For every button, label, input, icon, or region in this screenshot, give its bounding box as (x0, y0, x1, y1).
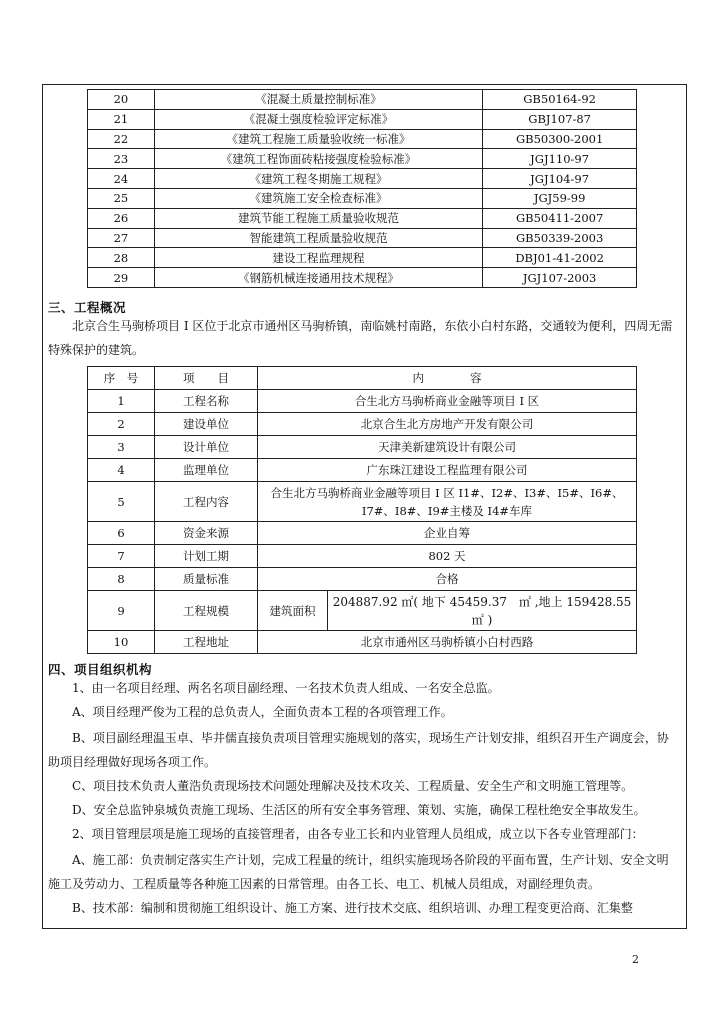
standard-code: GB50300-2001 (483, 129, 637, 149)
row-no: 3 (88, 436, 155, 459)
header-no: 序 号 (88, 367, 155, 390)
row-item: 计划工期 (155, 545, 258, 568)
row-content: 合生北方马驹桥商业金融等项目 I 区 (258, 390, 637, 413)
standard-name: 《混凝土强度检验评定标准》 (154, 109, 482, 129)
row-content: 广东珠江建设工程监理有限公司 (258, 459, 637, 482)
row-no: 2 (88, 413, 155, 436)
standard-name: 智能建筑工程质量验收规范 (154, 228, 482, 248)
standard-name: 《钢筋机械连接通用技术规程》 (154, 268, 482, 288)
table-row (88, 90, 637, 110)
standard-code: GB50339-2003 (483, 228, 637, 248)
table-row (88, 591, 637, 631)
row-content: 合生北方马驹桥商业金融等项目 I 区 I1#、I2#、I3#、I5#、I6#、I7#、I8#、I9#主楼及 I4#车库 (258, 482, 637, 522)
org-paragraph-5: D、安全总监钟泉城负责施工现场、生活区的所有安全事务管理、策划、实施，确保工程杜绝安全事故发生。 (72, 803, 646, 817)
table-row (88, 129, 637, 149)
standard-name: 《建筑工程冬期施工规程》 (154, 169, 482, 189)
section3-intro: 北京合生马驹桥项目 I 区位于北京市通州区马驹桥镇，南临姚村南路，东依小白村东路，交通较为便利，四周无需特殊保护的建筑。 (48, 319, 673, 357)
row-content: 北京市通州区马驹桥镇小白村西路 (258, 631, 637, 654)
standard-no: 27 (88, 228, 155, 248)
row-no: 8 (88, 568, 155, 591)
table-row (88, 268, 637, 288)
org-paragraph-7: A、施工部：负责制定落实生产计划，完成工程量的统计，组织实施现场各阶段的平面布置，生产计划、安全文明施工及劳动力、工程质量等各种施工因素的日常管理。由各工长、电工、机械人员组成，对副经理负责。 (48, 853, 669, 891)
row-no: 1 (88, 390, 155, 413)
standard-name: 《建筑施工安全检查标准》 (154, 188, 482, 208)
org-paragraph-3: B、项目副经理温玉卓、毕井儒直接负责项目管理实施规划的落实，现场生产计划安排，组织召开生产调度会，协助项目经理做好现场各项工作。 (48, 731, 669, 769)
row-content: 802 天 (258, 545, 637, 568)
standard-name: 《混凝土质量控制标准》 (154, 90, 482, 110)
standard-code: JGJ104-97 (483, 169, 637, 189)
table-row (88, 149, 637, 169)
table-row (88, 188, 637, 208)
table-row (88, 522, 637, 545)
row-item: 监理单位 (155, 459, 258, 482)
header-item: 项 目 (155, 367, 258, 390)
row-item: 工程地址 (155, 631, 258, 654)
table-row (88, 390, 637, 413)
standard-code: JGJ107-2003 (483, 268, 637, 288)
row-content: 北京合生北方房地产开发有限公司 (258, 413, 637, 436)
standard-no: 22 (88, 129, 155, 149)
standard-no: 24 (88, 169, 155, 189)
row-no: 7 (88, 545, 155, 568)
standard-no: 29 (88, 268, 155, 288)
standard-name: 建设工程监理规程 (154, 248, 482, 268)
standard-code: JGJ59-99 (483, 188, 637, 208)
standard-name: 建筑节能工程施工质量验收规范 (154, 208, 482, 228)
row-no: 10 (88, 631, 155, 654)
row-item: 工程名称 (155, 390, 258, 413)
row-content: 企业自筹 (258, 522, 637, 545)
table-row (88, 631, 637, 654)
row-item: 设计单位 (155, 436, 258, 459)
standard-no: 20 (88, 90, 155, 110)
row-no: 6 (88, 522, 155, 545)
standard-code: GB50164-92 (483, 90, 637, 110)
table-row (88, 228, 637, 248)
row-item: 建设单位 (155, 413, 258, 436)
table-row (88, 436, 637, 459)
project-overview-table (87, 366, 637, 654)
table-row (88, 545, 637, 568)
org-paragraph-4: C、项目技术负责人董浩负责现场技术问题处理解决及技术攻关、工程质量、安全生产和文明施工管理等。 (72, 779, 634, 793)
standard-code: JGJ110-97 (483, 149, 637, 169)
table-row (88, 568, 637, 591)
standard-no: 25 (88, 188, 155, 208)
standard-name: 《建筑工程施工质量验收统一标准》 (154, 129, 482, 149)
standard-no: 21 (88, 109, 155, 129)
standard-code: GB50411-2007 (483, 208, 637, 228)
row-item: 工程规模 (155, 591, 258, 631)
row-content: 合格 (258, 568, 637, 591)
section3-heading: 三、工程概况 (48, 300, 127, 315)
table-row (88, 169, 637, 189)
org-paragraph-1: 1、由一名项目经理、两名名项目副经理、一名技术负责人组成、一名安全总监。 (72, 681, 500, 695)
row-content: 天津美新建筑设计有限公司 (258, 436, 637, 459)
standard-code: GBJ107-87 (483, 109, 637, 129)
row-no: 9 (88, 591, 155, 631)
row-item: 工程内容 (155, 482, 258, 522)
row-sub-label: 建筑面积 (258, 591, 328, 631)
org-paragraph-2: A、项目经理严俊为工程的总负责人，全面负责本工程的各项管理工作。 (72, 705, 453, 719)
standard-no: 28 (88, 248, 155, 268)
section4-heading: 四、项目组织机构 (48, 662, 153, 677)
header-content: 内 容 (258, 367, 637, 390)
standard-no: 26 (88, 208, 155, 228)
row-no: 4 (88, 459, 155, 482)
row-content: 204887.92 ㎡( 地下 45459.37 ㎡ ,地上 159428.55 ㎡ ) (328, 591, 637, 631)
row-item: 质量标准 (155, 568, 258, 591)
table-row (88, 459, 637, 482)
org-paragraph-6: 2、项目管理层项是施工现场的直接管理者，由各专业工长和内业管理人员组成，成立以下各专业管理部门： (72, 827, 644, 841)
table-row (88, 208, 637, 228)
standard-name: 《建筑工程饰面砖粘接强度检验标准》 (154, 149, 482, 169)
table-row (88, 109, 637, 129)
table-row (88, 413, 637, 436)
table-row (88, 482, 637, 522)
row-item: 资金来源 (155, 522, 258, 545)
table-header-row (88, 367, 637, 390)
standards-table (87, 89, 637, 288)
standard-no: 23 (88, 149, 155, 169)
page-number: 2 (632, 953, 639, 966)
standard-code: DBJ01-41-2002 (483, 248, 637, 268)
row-no: 5 (88, 482, 155, 522)
org-paragraph-8: B、技术部：编制和贯彻施工组织设计、施工方案、进行技术交底、组织培训、办理工程变更洽商、汇集整 (72, 901, 633, 915)
table-row (88, 248, 637, 268)
